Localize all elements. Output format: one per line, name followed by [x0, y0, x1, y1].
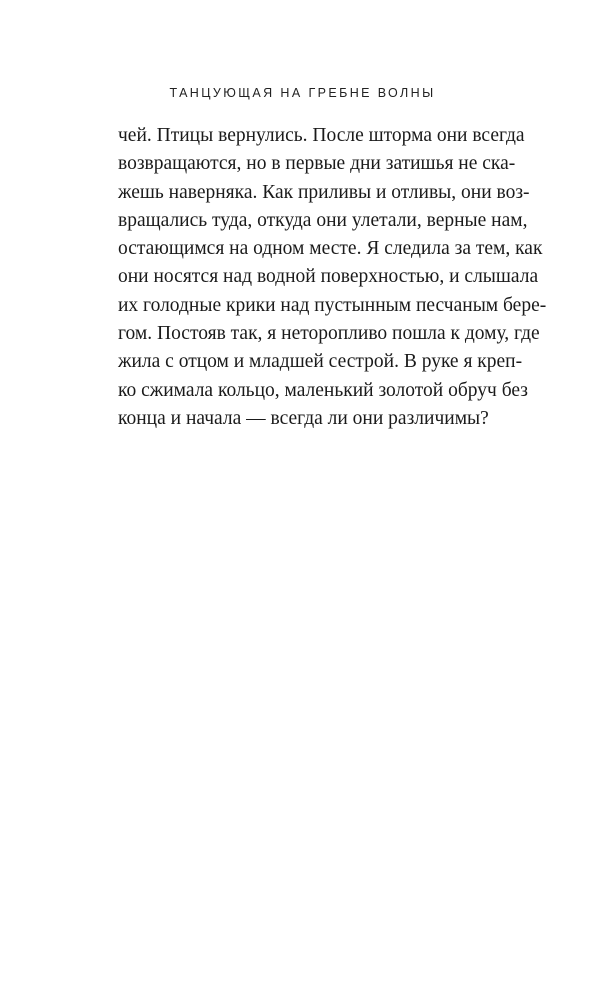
body-paragraph — [118, 122, 547, 433]
text-line: жешь наверняка. Как приливы и отливы, они воз- — [118, 181, 530, 203]
text-line: ко сжимала кольцо, маленький золотой обруч без — [118, 379, 528, 401]
text-line: вращались туда, откуда они улетали, верные нам, — [118, 209, 528, 231]
text-line: чей. Птицы вернулись. После шторма они всегда — [118, 125, 525, 146]
text-line: остающимся на одном месте. Я следила за тем, как — [118, 238, 543, 260]
text-line: они носятся над водной поверхностью, и слышала — [118, 266, 539, 288]
text-line: конца и начала — всегда ли они различимы? — [118, 407, 489, 429]
text-line: их голодные крики над пустынным песчаным бере- — [118, 294, 547, 316]
running-header: ТАНЦУЮЩАЯ НА ГРЕБНЕ ВОЛНЫ — [169, 86, 436, 100]
text-line: жила с отцом и младшей сестрой. В руке я креп- — [118, 351, 523, 373]
text-line: гом. Постояв так, я неторопливо пошла к дому, где — [118, 323, 540, 345]
text-line: возвращаются, но в первые дни затишья не ска- — [118, 153, 516, 175]
